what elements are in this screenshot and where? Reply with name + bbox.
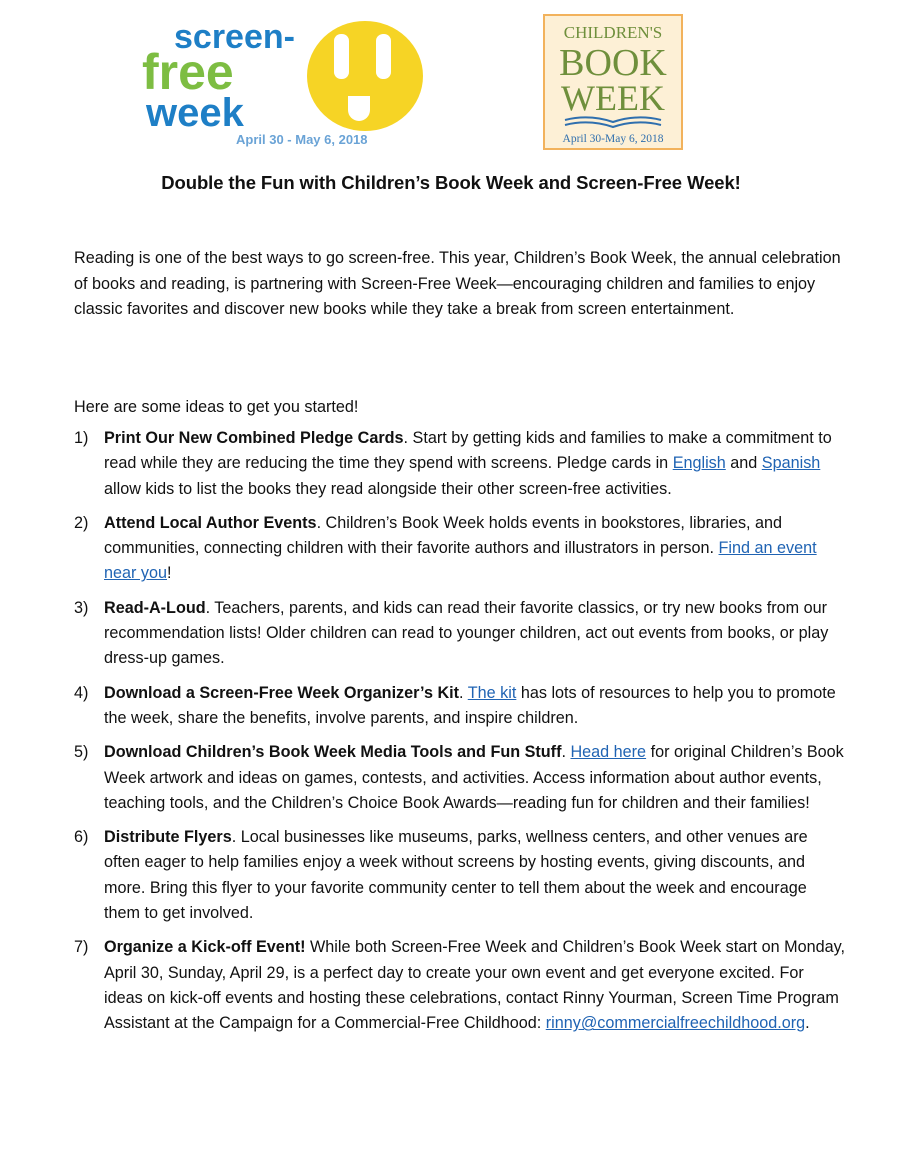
item-text: for original Children’s Book Week artwork and ideas on games, contests, and activities. Access information about author events, teaching tools, and the Children’s Choice Book Awards—reading fun for children and their families! [104, 743, 844, 812]
item-number: 1) [74, 429, 89, 447]
find-event-link[interactable]: Find an event near you [104, 539, 817, 583]
item-text: . Local businesses like museums, parks, wellness centers, and other venues are often eager to help families enjoy a week without screens by hosting events, giving discounts, and more. Bring this flyer to your favorite community center to tell them about the week and encourage them to get involved. [104, 828, 808, 923]
item-number: 3) [74, 598, 89, 617]
sfw-logo-line3: week [146, 91, 244, 135]
media-tools-link[interactable]: Head here [570, 743, 647, 762]
item-text: ! [167, 564, 172, 583]
item-text: . Teachers, parents, and kids can read their favorite classics, or try new books from our recommendation lists! Older children can read to younger children, act out events from books, or play dress-up games. [104, 598, 829, 668]
item-text: While both Screen-Free Week and Children’s Book Week start on Monday, April 30, Sunday, April 29, is a perfect day to create your own event and get everyone excited. For ideas on kick-off events and hosting these celebrations, contact Rinny Yourman, Screen Time Program Assistant at the Campaign for a Commercial-Free Childhood: [104, 938, 846, 1033]
sfw-logo-line2: free [142, 44, 234, 100]
list-item [74, 935, 846, 1036]
item-text: . Children’s Book Week holds events in bookstores, libraries, and communities, connecting children with their favorite authors and illustrators in person. [104, 513, 783, 558]
item-title: Distribute Flyers [104, 828, 232, 847]
ideas-list [74, 426, 846, 1037]
cbw-logo-line1: CHILDREN'S [563, 23, 663, 42]
intro-paragraph: Reading is one of the best ways to go screen-free. This year, Children’s Book Week, the annual celebration of books and reading, is partnering with Screen-Free Week—encouraging children and families to enjoy classic favorites and discover new books while they take a break from screen entertainment. [74, 249, 841, 318]
spanish-pledge-link[interactable]: Spanish [761, 454, 821, 473]
contact-email-link[interactable]: rinny@commercialfreechildhood.org [545, 1014, 806, 1033]
list-item [74, 596, 846, 672]
list-item [74, 825, 846, 926]
sfw-logo-line1: screen- [174, 18, 295, 56]
list-item [74, 426, 846, 502]
ideas-lead: Here are some ideas to get you started! [74, 398, 359, 416]
cbw-logo-dates: April 30-May 6, 2018 [562, 133, 664, 145]
item-title: Read-A-Loud [104, 598, 206, 617]
item-number: 6) [74, 828, 89, 847]
item-text: . Start by getting kids and families to make a commitment to read while they are reducing the time they spend with screens. Pledge cards in [104, 429, 832, 473]
childrens-book-week-logo [543, 14, 683, 150]
page-headline: Double the Fun with Children’s Book Week and Screen-Free Week! [161, 172, 741, 193]
outlet-slot-right [376, 34, 391, 79]
item-title: Organize a Kick-off Event! [104, 938, 306, 957]
item-text: . [805, 1014, 810, 1033]
item-number: 2) [74, 513, 89, 532]
item-text: . [459, 683, 468, 702]
item-title: Download a Screen-Free Week Organizer’s Kit [104, 683, 460, 702]
list-item [74, 681, 846, 732]
item-text: has lots of resources to help you to promote the week, share the benefits, involve parents, and inspire children. [104, 683, 836, 727]
list-item [74, 740, 846, 816]
item-text: and [725, 454, 762, 473]
cbw-logo-line2: BOOK [559, 42, 667, 84]
item-title: Print Our New Combined Pledge Cards [104, 429, 404, 447]
screen-free-week-logo [140, 14, 430, 154]
item-number: 7) [74, 938, 89, 957]
cbw-logo-line3: WEEK [561, 78, 665, 118]
item-number: 4) [74, 683, 89, 702]
item-title: Attend Local Author Events [104, 513, 317, 532]
item-text: allow kids to list the books they read alongside their other screen-free activities. [104, 479, 672, 498]
outlet-ground-hole [348, 96, 370, 121]
outlet-slot-left [334, 34, 349, 79]
list-item [74, 511, 846, 587]
item-number: 5) [74, 743, 89, 762]
sfw-logo-dates: April 30 - May 6, 2018 [236, 132, 368, 147]
item-text: . [561, 743, 571, 762]
organizer-kit-link[interactable]: The kit [467, 683, 517, 702]
english-pledge-link[interactable]: English [672, 454, 726, 473]
item-title: Download Children’s Book Week Media Tools and Fun Stuff [104, 743, 562, 762]
